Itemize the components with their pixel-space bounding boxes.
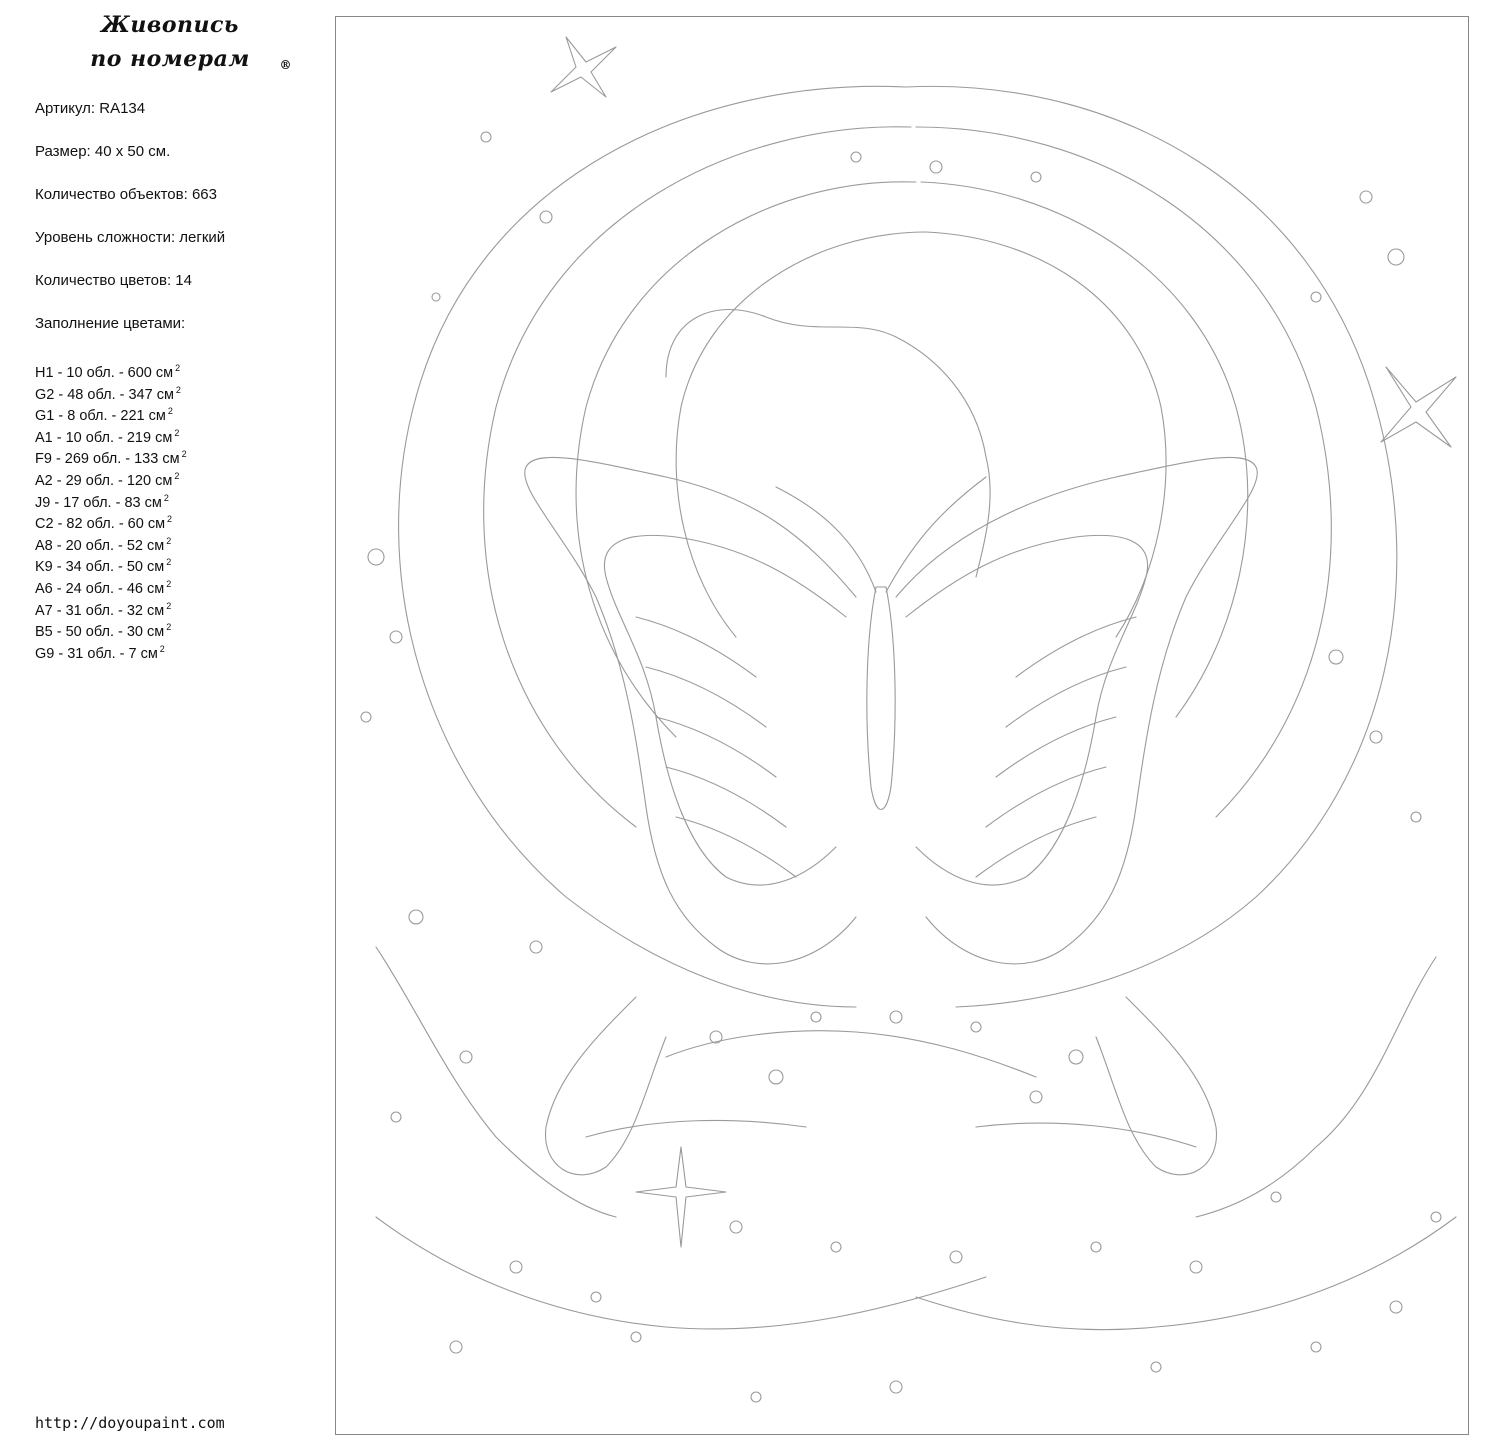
legend-item: A1 - 10 обл. - 219 см $^2$ xyxy=(35,427,180,446)
legend-item: A8 - 20 обл. - 52 см $^2$ xyxy=(35,535,172,554)
legend-item: K9 - 34 обл. - 50 см $^2$ xyxy=(35,557,172,576)
website-link[interactable]: http://doyoupaint.com xyxy=(35,1414,225,1432)
article-number: Артикул: RA134 xyxy=(35,100,146,117)
fill-title: Заполнение цветами: xyxy=(35,315,186,332)
color-count: Количество цветов: 14 xyxy=(35,272,192,289)
legend-item: J9 - 17 обл. - 83 см $^2$ xyxy=(35,492,169,511)
legend-item: A7 - 31 обл. - 32 см $^2$ xyxy=(35,600,172,619)
butterfly-line-art xyxy=(336,17,1468,1434)
legend-item: A6 - 24 обл. - 46 см $^2$ xyxy=(35,578,172,597)
logo-line-1: Живопись xyxy=(101,12,239,38)
product-info xyxy=(35,98,325,356)
legend-item: H1 - 10 обл. - 600 см $^2$ xyxy=(35,363,181,381)
canvas-size: Размер: 40 х 50 см. xyxy=(35,143,171,160)
legend-item: C2 - 82 обл. - 60 см $^2$ xyxy=(35,514,173,533)
brand-logo xyxy=(40,8,300,76)
legend-item: G9 - 31 обл. - 7 см $^2$ xyxy=(35,643,165,662)
color-legend xyxy=(35,358,187,660)
legend-item: G2 - 48 обл. - 347 см $^2$ xyxy=(35,384,181,403)
legend-item: G1 - 8 обл. - 221 см $^2$ xyxy=(35,406,173,425)
legend-item: B5 - 50 обл. - 30 см $^2$ xyxy=(35,622,172,641)
difficulty-level: Уровень сложности: легкий xyxy=(35,229,226,246)
legend-item: F9 - 269 обл. - 133 см $^2$ xyxy=(35,449,187,468)
object-count: Количество объектов: 663 xyxy=(35,186,217,203)
logo-line-2: по номерам xyxy=(90,46,250,72)
legend-item: A2 - 29 обл. - 120 см $^2$ xyxy=(35,470,180,489)
registered-mark: ® xyxy=(279,58,292,72)
coloring-canvas xyxy=(335,16,1469,1435)
